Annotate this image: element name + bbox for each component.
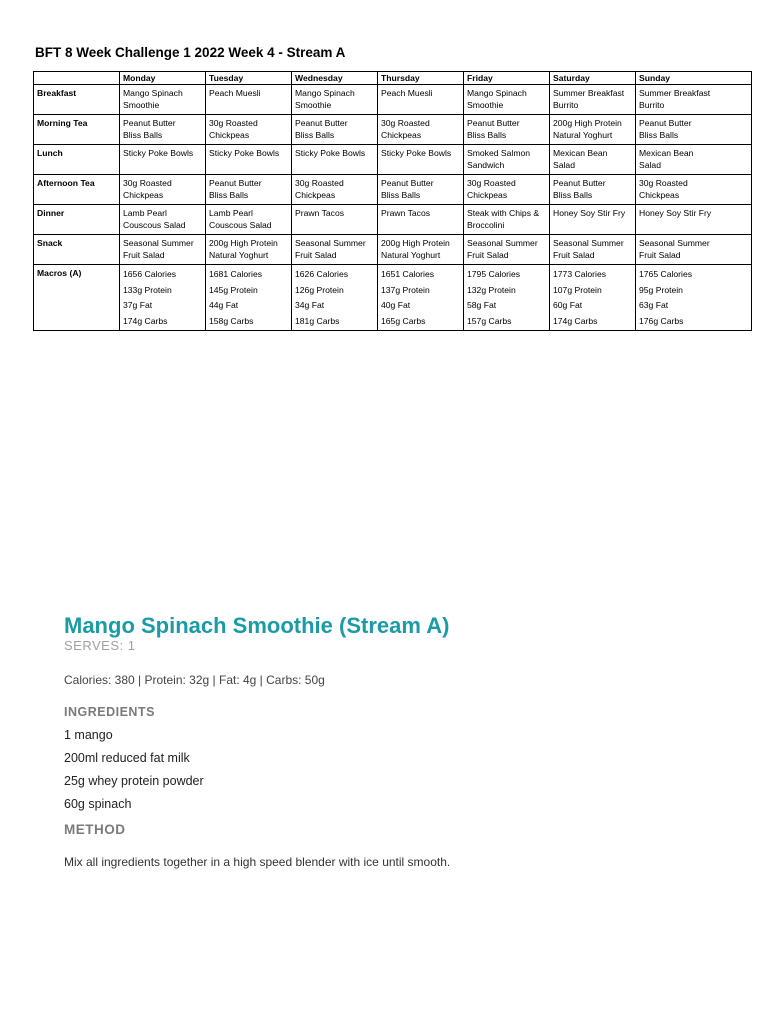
ingredient-item: 200ml reduced fat milk: [64, 751, 190, 765]
meal-cell-text: Chickpeas: [209, 130, 250, 140]
meal-cell-text: Bliss Balls: [295, 130, 335, 140]
macro-value: 95g Protein: [639, 284, 683, 295]
meal-cell: [550, 235, 636, 265]
day-header: Sunday: [636, 72, 752, 85]
meal-cell-text: 30g Roasted: [467, 178, 516, 188]
meal-cell-text: Burrito: [639, 100, 665, 110]
meal-cell-text: Seasonal Summer: [123, 238, 194, 248]
meal-cell-text: Steak with Chips &: [467, 208, 540, 218]
meal-cell-text: Mexican Bean: [639, 148, 694, 158]
day-header: Saturday: [550, 72, 636, 85]
macros-cell: [292, 265, 378, 331]
meal-cell: [550, 175, 636, 205]
macro-value: 40g Fat: [381, 300, 411, 310]
corner-cell: [34, 72, 120, 85]
table-row: [34, 85, 752, 115]
macro-value: 63g Fat: [639, 300, 669, 310]
macro-value: 107g Protein: [553, 284, 602, 295]
ingredients-list: [64, 724, 744, 816]
macro-value: 1765 Calories: [639, 269, 693, 279]
recipe-serves: SERVES: 1: [64, 638, 136, 653]
meal-cell: [206, 235, 292, 265]
macro-value: 34g Fat: [295, 300, 325, 310]
meal-cell-text: Natural Yoghurt: [381, 250, 441, 260]
meal-cell: [550, 205, 636, 235]
meal-cell-text: Seasonal Summer: [467, 238, 538, 248]
meal-cell-text: Couscous Salad: [209, 220, 272, 230]
meal-cell-text: Salad: [639, 160, 661, 170]
macro-value: 137g Protein: [381, 284, 430, 295]
recipe-macros: Calories: 380 | Protein: 32g | Fat: 4g | Carbs: 50g: [64, 673, 325, 687]
ingredient-item: 25g whey protein powder: [64, 774, 204, 788]
macro-value: 1773 Calories: [553, 269, 607, 279]
meal-cell-text: Smoothie: [123, 100, 160, 110]
meal-cell-text: Seasonal Summer: [639, 238, 710, 248]
meal-cell: [464, 145, 550, 175]
meal-cell: [120, 145, 206, 175]
macro-value: 133g Protein: [123, 284, 172, 295]
macro-value: 157g Carbs: [467, 315, 512, 326]
meal-cell-text: Summer Breakfast: [553, 88, 625, 98]
macro-value: 1656 Calories: [123, 269, 177, 279]
meal-cell: [206, 145, 292, 175]
meal-cell-text: Bliss Balls: [553, 190, 593, 200]
meal-cell: [206, 205, 292, 235]
meal-cell-text: Mango Spinach: [467, 88, 527, 98]
meal-label: Breakfast: [34, 85, 120, 115]
meal-cell-text: Smoothie: [467, 100, 504, 110]
meal-cell-text: Bliss Balls: [639, 130, 679, 140]
meal-cell: [206, 175, 292, 205]
recipe-title: Mango Spinach Smoothie (Stream A): [64, 613, 450, 638]
meal-cell-text: Peanut Butter: [553, 178, 606, 188]
method-text: Mix all ingredients together in a high speed blender with ice until smooth.: [64, 855, 451, 869]
meal-label: Snack: [34, 235, 120, 265]
meal-cell-text: Mexican Bean: [553, 148, 608, 158]
meal-cell-text: Seasonal Summer: [295, 238, 366, 248]
meal-cell: [292, 235, 378, 265]
meal-cell-text: 200g High Protein: [553, 118, 622, 128]
meal-cell: [378, 205, 464, 235]
meal-label: Dinner: [34, 205, 120, 235]
macros-cell: [206, 265, 292, 331]
macro-value: 126g Protein: [295, 284, 344, 295]
meal-cell-text: Peanut Butter: [209, 178, 262, 188]
meal-cell: [120, 235, 206, 265]
meal-cell-text: Chickpeas: [639, 190, 680, 200]
meal-cell-text: Honey Soy Stir Fry: [553, 208, 626, 218]
meal-cell: [292, 115, 378, 145]
meal-cell: [464, 205, 550, 235]
meal-cell-text: Peanut Butter: [295, 118, 348, 128]
ingredients-heading: INGREDIENTS: [64, 705, 155, 719]
meal-cell: [550, 115, 636, 145]
macro-value: 174g Carbs: [553, 315, 598, 326]
macros-label: Macros (A): [34, 265, 120, 331]
meal-cell: [292, 145, 378, 175]
macro-value: 1626 Calories: [295, 269, 349, 279]
meal-cell-text: Fruit Salad: [123, 250, 165, 260]
meal-cell-text: Bliss Balls: [381, 190, 421, 200]
meal-cell-text: Lamb Pearl: [209, 208, 253, 218]
table-row: [34, 235, 752, 265]
meal-cell: [292, 175, 378, 205]
meal-cell-text: Prawn Tacos: [381, 208, 431, 218]
day-header: Tuesday: [206, 72, 292, 85]
macros-cell: [464, 265, 550, 331]
macro-value: 1651 Calories: [381, 269, 435, 279]
meal-cell: [464, 85, 550, 115]
macro-value: 145g Protein: [209, 284, 258, 295]
meal-cell: [636, 205, 752, 235]
meal-label: Afternoon Tea: [34, 175, 120, 205]
meal-cell-text: Burrito: [553, 100, 579, 110]
ingredient-item: 1 mango: [64, 728, 113, 742]
meal-cell: [550, 145, 636, 175]
macros-cell: [378, 265, 464, 331]
meal-cell-text: 30g Roasted: [123, 178, 172, 188]
meal-cell-text: Fruit Salad: [639, 250, 681, 260]
meal-cell-text: Peanut Butter: [381, 178, 434, 188]
meal-cell-text: Mango Spinach: [123, 88, 183, 98]
meal-cell-text: Natural Yoghurt: [209, 250, 269, 260]
meal-cell: [292, 85, 378, 115]
meal-cell-text: 30g Roasted: [639, 178, 688, 188]
recipe-section: [64, 612, 744, 870]
meal-cell-text: 30g Roasted: [209, 118, 258, 128]
macro-value: 158g Carbs: [209, 315, 254, 326]
meal-cell-text: Seasonal Summer: [553, 238, 624, 248]
meal-cell-text: Peach Muesli: [381, 88, 433, 98]
meal-cell-text: Sticky Poke Bowls: [123, 148, 194, 158]
meal-cell-text: Salad: [553, 160, 575, 170]
table-row: [34, 205, 752, 235]
meal-cell: [206, 85, 292, 115]
macro-value: 60g Fat: [553, 300, 583, 310]
meal-cell: [378, 235, 464, 265]
macro-value: 58g Fat: [467, 300, 497, 310]
meal-cell: [636, 175, 752, 205]
meal-cell-text: Sandwich: [467, 160, 505, 170]
meal-cell-text: Summer Breakfast: [639, 88, 711, 98]
meal-cell: [120, 85, 206, 115]
ingredient-item: 60g spinach: [64, 797, 132, 811]
macros-cell: [636, 265, 752, 331]
meal-cell-text: Couscous Salad: [123, 220, 186, 230]
meal-cell-text: Broccolini: [467, 220, 505, 230]
table-row: [34, 145, 752, 175]
meal-cell: [550, 85, 636, 115]
meal-cell: [636, 145, 752, 175]
macro-value: 1795 Calories: [467, 269, 521, 279]
method-heading: METHOD: [64, 822, 126, 837]
meal-cell: [378, 175, 464, 205]
day-header: Wednesday: [292, 72, 378, 85]
macro-value: 44g Fat: [209, 300, 239, 310]
meal-cell: [378, 145, 464, 175]
meal-cell-text: Sticky Poke Bowls: [381, 148, 452, 158]
meal-cell: [120, 205, 206, 235]
meal-cell-text: Lamb Pearl: [123, 208, 167, 218]
meal-cell-text: Prawn Tacos: [295, 208, 345, 218]
macro-value: 165g Carbs: [381, 315, 426, 326]
macro-value: 132g Protein: [467, 284, 516, 295]
meal-cell: [120, 115, 206, 145]
meal-cell-text: Smoothie: [295, 100, 332, 110]
macros-cell: [550, 265, 636, 331]
macro-value: 176g Carbs: [639, 315, 684, 326]
document-title: BFT 8 Week Challenge 1 2022 Week 4 - Stream A: [35, 45, 346, 60]
meal-cell-text: Fruit Salad: [295, 250, 337, 260]
meal-cell-text: Peach Muesli: [209, 88, 261, 98]
meal-cell-text: Honey Soy Stir Fry: [639, 208, 712, 218]
meal-cell-text: Chickpeas: [467, 190, 508, 200]
meal-cell-text: Peanut Butter: [639, 118, 692, 128]
table-row: [34, 115, 752, 145]
meal-cell-text: Chickpeas: [123, 190, 164, 200]
meal-cell-text: Sticky Poke Bowls: [295, 148, 366, 158]
meal-cell: [378, 85, 464, 115]
table-row: [34, 175, 752, 205]
meal-cell-text: Bliss Balls: [467, 130, 507, 140]
meal-cell-text: Sticky Poke Bowls: [209, 148, 280, 158]
meal-cell-text: Chickpeas: [381, 130, 422, 140]
meal-cell-text: 200g High Protein: [381, 238, 450, 248]
macros-cell: [120, 265, 206, 331]
meal-cell: [636, 85, 752, 115]
meal-cell-text: Peanut Butter: [467, 118, 520, 128]
meal-plan-table: [33, 71, 752, 331]
meal-cell: [292, 205, 378, 235]
meal-label: Lunch: [34, 145, 120, 175]
day-header: Friday: [464, 72, 550, 85]
meal-cell-text: Bliss Balls: [209, 190, 249, 200]
meal-cell: [206, 115, 292, 145]
meal-cell: [636, 115, 752, 145]
macro-value: 181g Carbs: [295, 315, 340, 326]
meal-cell-text: Fruit Salad: [553, 250, 595, 260]
macro-value: 174g Carbs: [123, 315, 168, 326]
meal-cell: [464, 235, 550, 265]
meal-cell: [120, 175, 206, 205]
macro-value: 1681 Calories: [209, 269, 263, 279]
meal-cell-text: Fruit Salad: [467, 250, 509, 260]
macros-row: [34, 265, 752, 331]
meal-cell-text: Smoked Salmon: [467, 148, 531, 158]
day-header: Monday: [120, 72, 206, 85]
day-header: Thursday: [378, 72, 464, 85]
meal-label: Morning Tea: [34, 115, 120, 145]
meal-cell-text: 200g High Protein: [209, 238, 278, 248]
meal-cell-text: Natural Yoghurt: [553, 130, 613, 140]
meal-cell-text: 30g Roasted: [295, 178, 344, 188]
meal-cell: [464, 115, 550, 145]
meal-cell-text: Mango Spinach: [295, 88, 355, 98]
meal-cell: [464, 175, 550, 205]
meal-cell-text: 30g Roasted: [381, 118, 430, 128]
macro-value: 37g Fat: [123, 300, 153, 310]
meal-cell-text: Bliss Balls: [123, 130, 163, 140]
meal-cell-text: Chickpeas: [295, 190, 336, 200]
meal-cell-text: Peanut Butter: [123, 118, 176, 128]
meal-cell: [378, 115, 464, 145]
meal-cell: [636, 235, 752, 265]
table-header-row: [34, 72, 752, 85]
